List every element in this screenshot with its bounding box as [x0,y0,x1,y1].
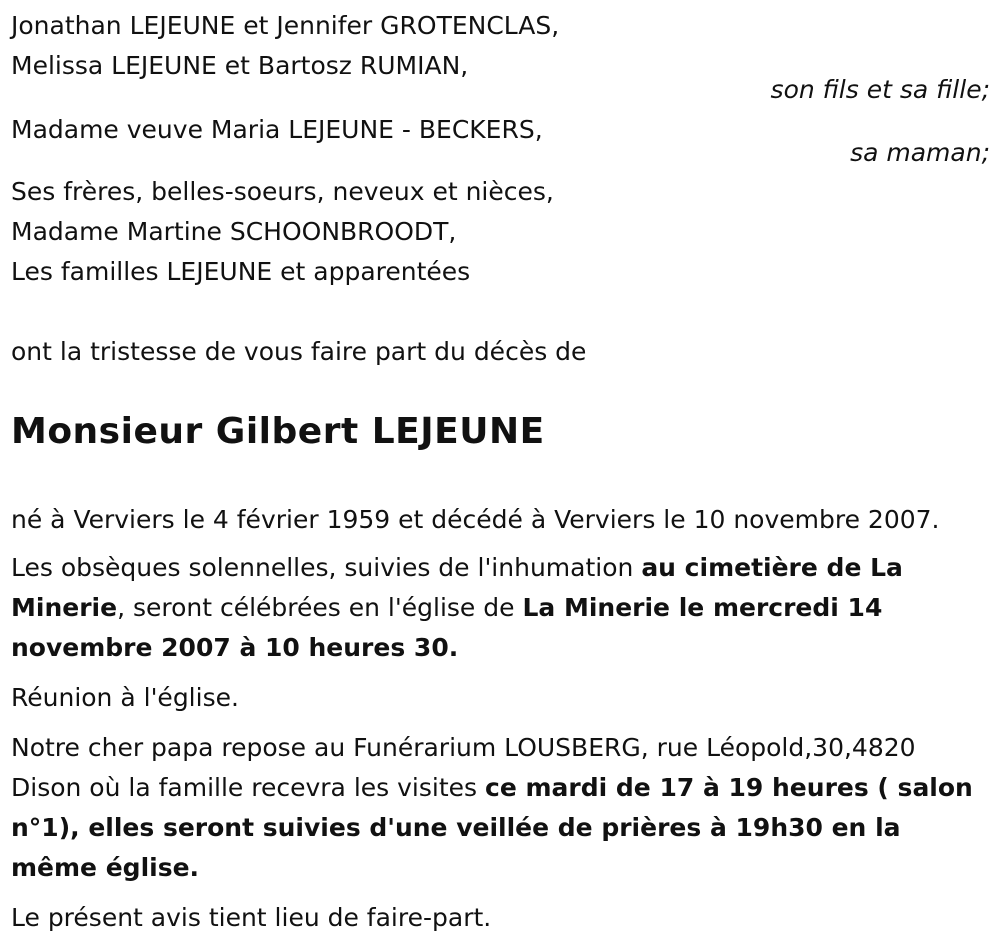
funeral-details [11,548,986,668]
announcement-text: ont la tristesse de vous faire part du décès de [11,337,587,366]
visit-schedule: ce mardi de 17 à 19 heures ( salon n°1), elles seront suivies d'une veillée de prières à 19h30 en la même église. [11,773,973,882]
funeral-date-time: La Minerie le mercredi 14 novembre 2007 à 10 heures 30. [11,593,883,662]
family-line-families: Les familles LEJEUNE et apparentées [11,257,471,286]
funeral-cemetery: au cimetière de La Minerie [11,553,903,622]
deceased-name: Monsieur Gilbert LEJEUNE [11,411,545,452]
family-line-children-2: Melissa LEJEUNE et Bartosz RUMIAN, [11,51,469,80]
family-line-children-1: Jonathan LEJEUNE et Jennifer GROTENCLAS, [11,11,560,40]
birth-death-dates: né à Verviers le 4 février 1959 et décédé à Verviers le 10 novembre 2007. [11,505,940,534]
closing-text: Le présent avis tient lieu de faire-part. [11,903,492,932]
family-line-siblings: Ses frères, belles-soeurs, neveux et nièces, [11,177,554,206]
relation-son-daughter: son fils et sa fille; [770,75,990,104]
funeral-text-1: Les obsèques solennelles, suivies de l'inhumation [11,553,642,582]
visit-details [11,728,986,888]
visit-text: Notre cher papa repose au Funérarium LOUSBERG, rue Léopold,30,4820 Dison où la famille recevra les visites [11,733,916,802]
family-line-mother: Madame veuve Maria LEJEUNE - BECKERS, [11,115,543,144]
family-line-partner: Madame Martine SCHOONBROODT, [11,217,457,246]
reunion-text: Réunion à l'église. [11,683,239,712]
funeral-text-2: , seront célébrées en l'église de [117,593,523,622]
relation-mother: sa maman; [850,138,990,167]
